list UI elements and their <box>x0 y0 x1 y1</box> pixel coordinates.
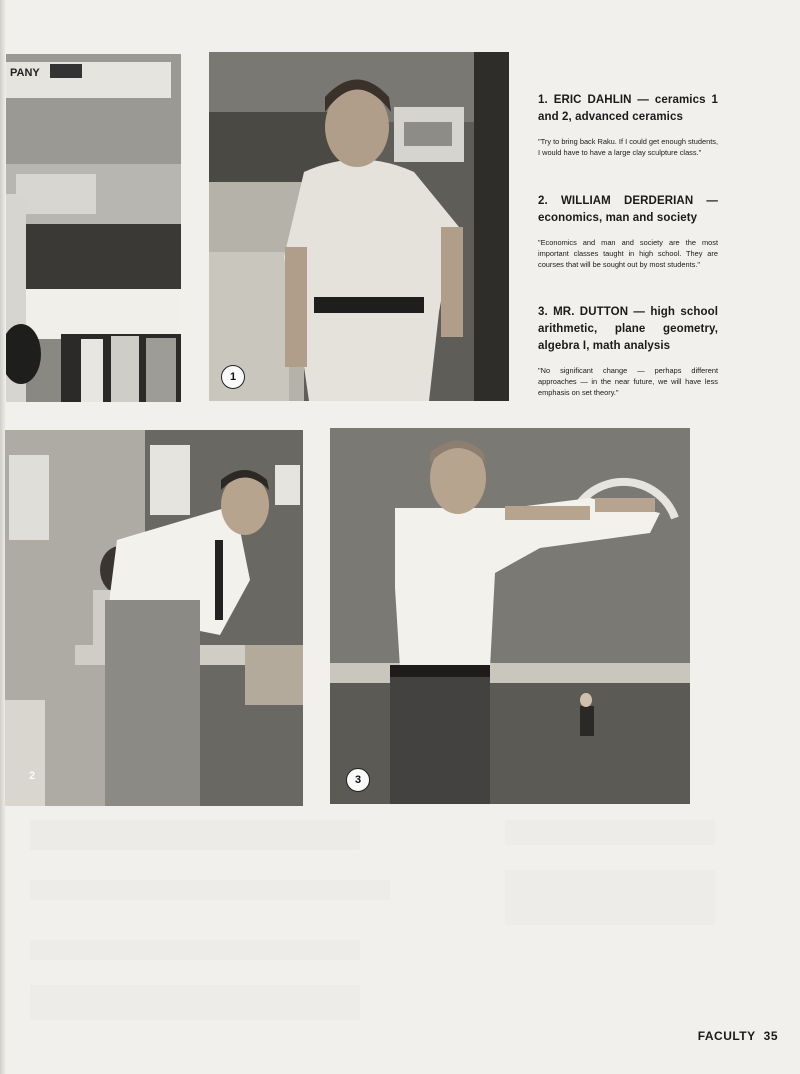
caption-block-2 <box>538 193 718 270</box>
photo-1-eric-dahlin <box>209 52 509 401</box>
caption-heading: 3. MR. DUTTON — high school arithmetic, plane geometry, algebra I, math analysis <box>538 306 718 352</box>
folio-page-number: 35 <box>763 1029 778 1043</box>
photo-classroom-shelf <box>6 54 181 402</box>
caption-quote: "No significant change — perhaps different approaches — in the near future, we will have less emphasis on set theory." <box>538 366 718 397</box>
photo-number-badge: 3 <box>346 768 370 792</box>
caption-heading: 1. ERIC DAHLIN — ceramics 1 and 2, advanced ceramics <box>538 94 718 123</box>
caption-block-3 <box>538 304 718 398</box>
show-through-artifact <box>30 985 360 1020</box>
show-through-artifact <box>505 820 715 845</box>
show-through-artifact <box>505 870 715 925</box>
folio-section: FACULTY <box>697 1029 756 1043</box>
photo-2-william-derderian <box>5 430 303 806</box>
svg-text:PANY: PANY <box>10 67 40 79</box>
show-through-artifact <box>30 820 360 850</box>
show-through-artifact <box>30 940 360 960</box>
photo-3-mr-dutton <box>330 428 690 804</box>
caption-quote: "Try to bring back Raku. If I could get enough students, I would have to have a large clay sculpture class." <box>538 137 718 157</box>
caption-quote: "Economics and man and society are the most important classes taught in high school. They are courses that will be sought out by most students." <box>538 238 718 269</box>
show-through-artifact <box>30 880 390 900</box>
caption-heading: 2. WILLIAM DERDERIAN — economics, man and society <box>538 195 718 224</box>
caption-block-1 <box>538 92 718 158</box>
page-folio <box>698 1029 778 1043</box>
photo-number-label: 2 <box>29 770 36 782</box>
photo-number-badge: 1 <box>221 365 245 389</box>
